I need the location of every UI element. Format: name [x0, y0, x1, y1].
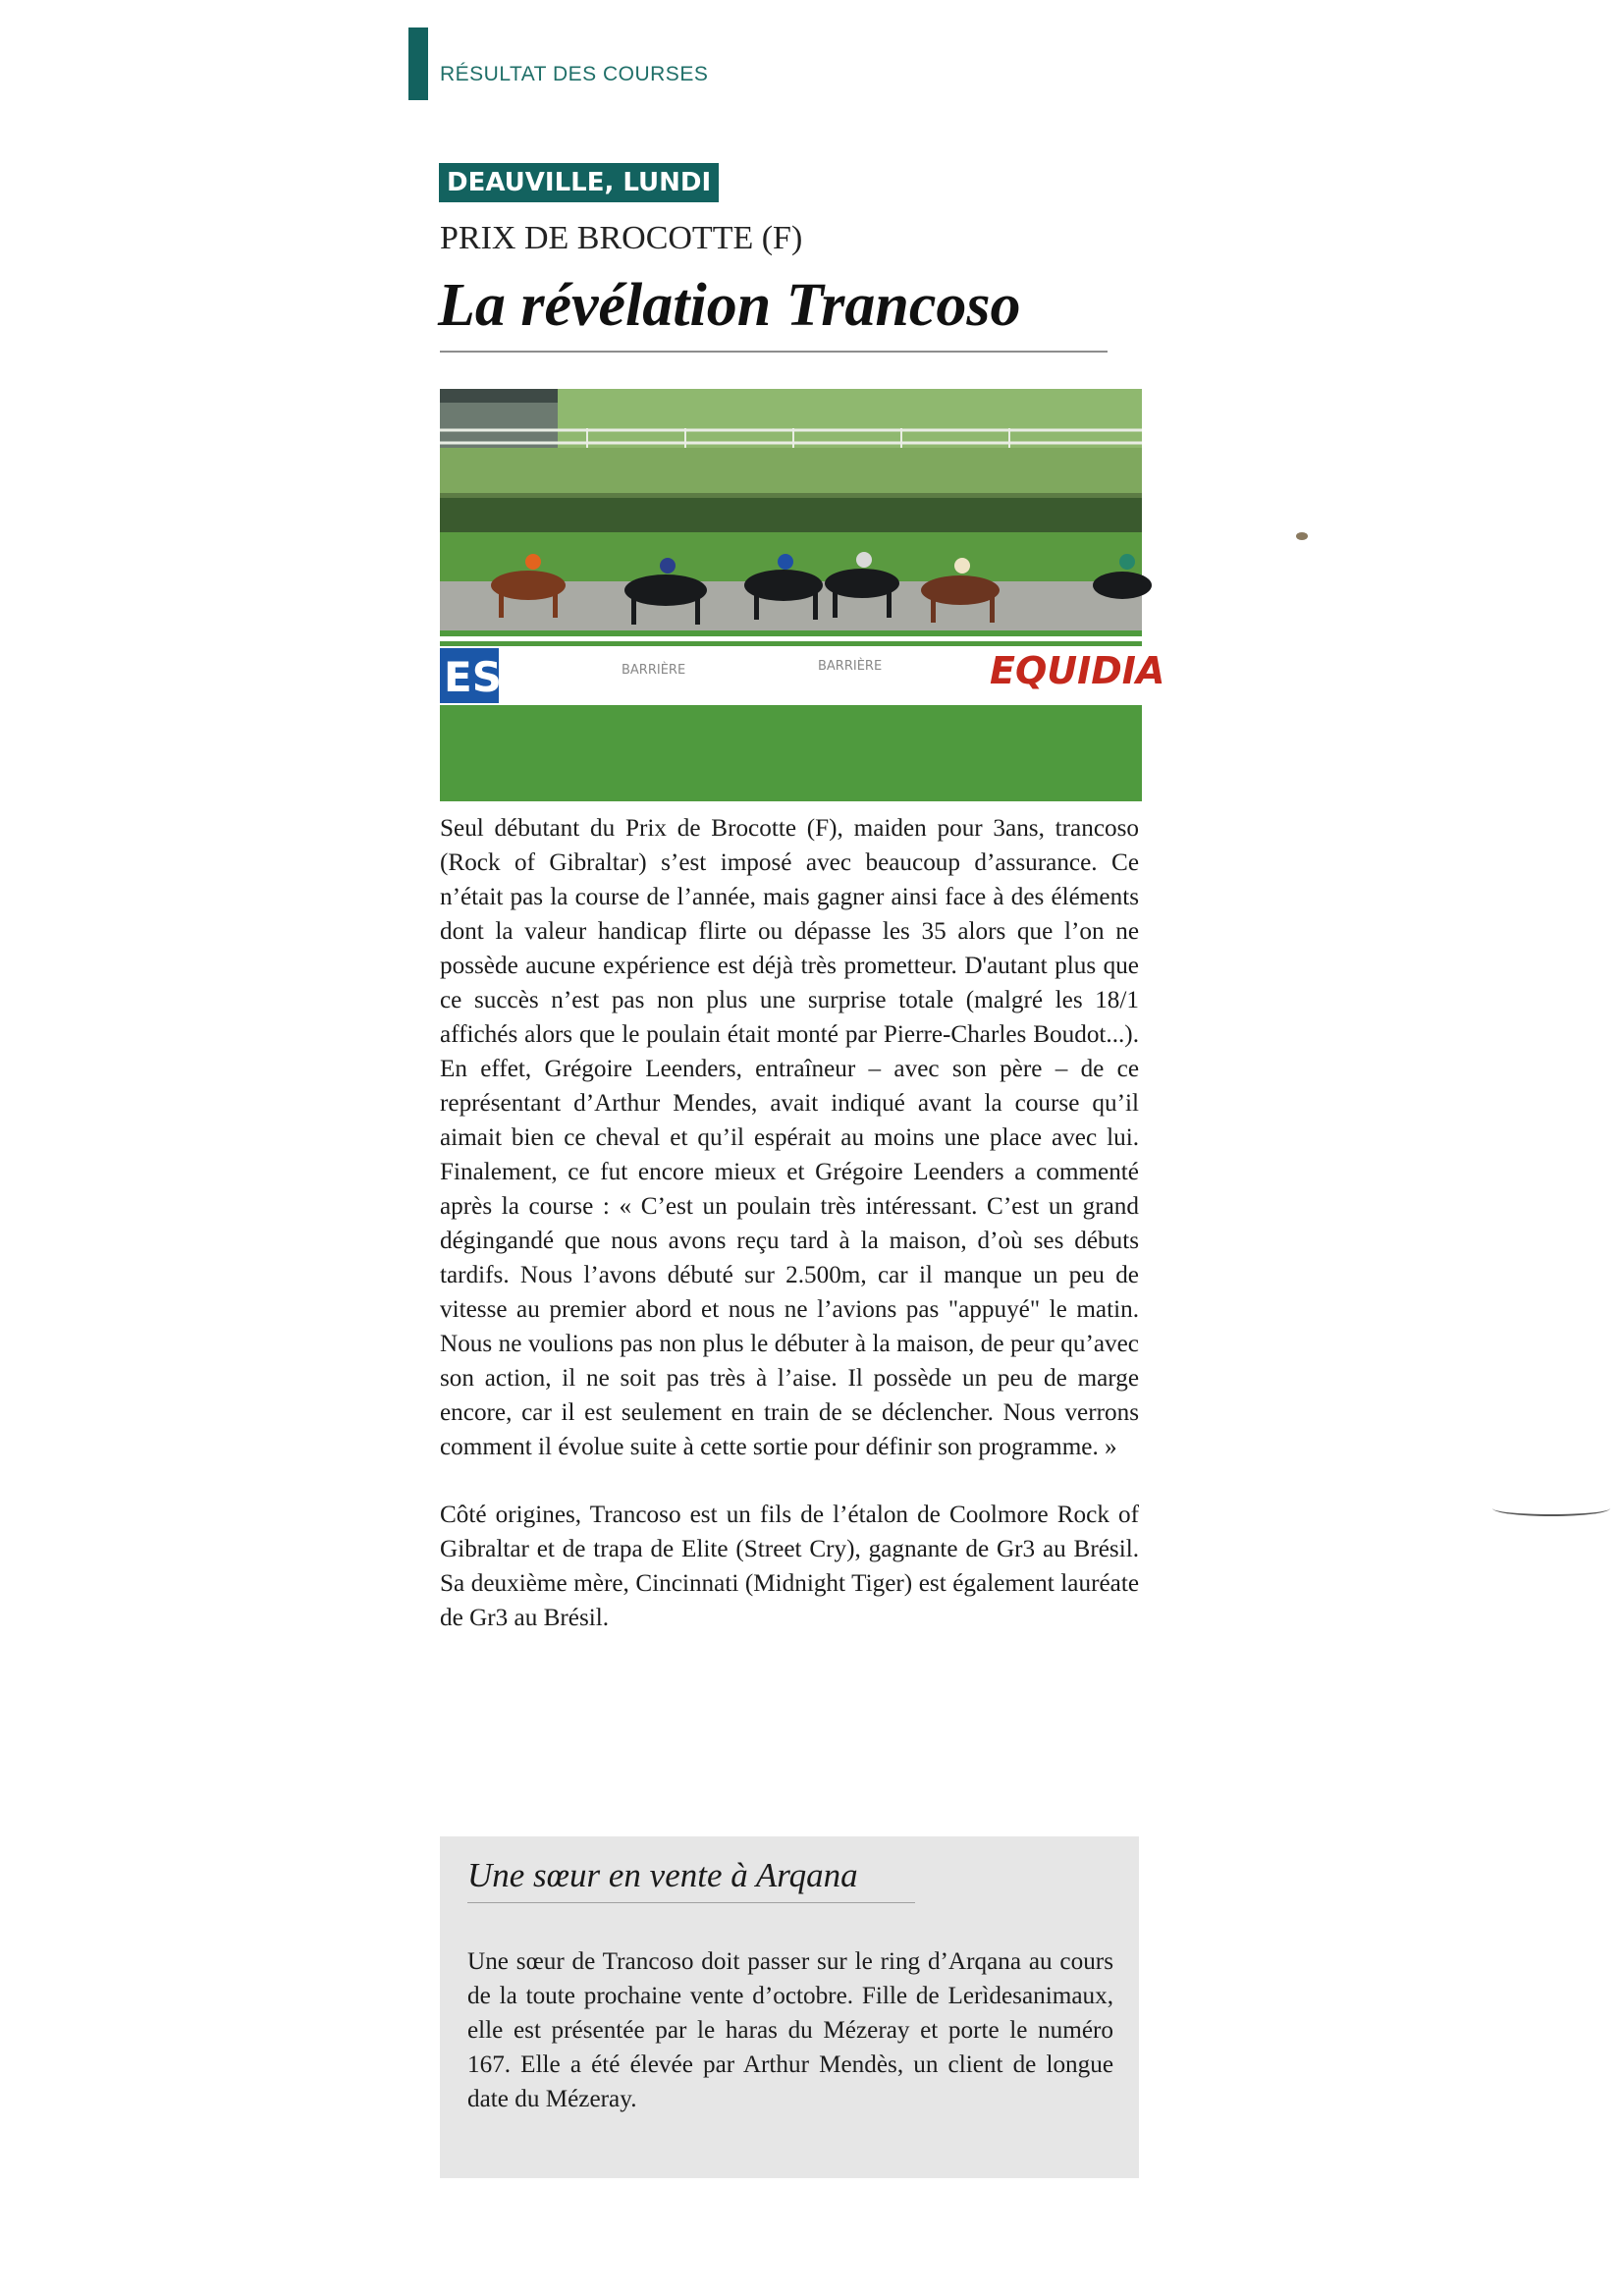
- sign-barriere-2: BARRIÈRE: [818, 659, 883, 674]
- sign-barriere-1: BARRIÈRE: [622, 663, 686, 678]
- sidebar-box: [440, 1836, 1139, 2178]
- section-marker: [408, 27, 428, 100]
- sign-equidia: EQUIDIA: [990, 649, 1165, 692]
- sidebar-title: Une sœur en vente à Arqana: [467, 1856, 858, 1894]
- race-photo: [440, 389, 1165, 801]
- scan-speck: [1296, 532, 1308, 540]
- location-tag: DEAUVILLE, LUNDI: [439, 163, 719, 202]
- sidebar-text: Une sœur de Trancoso doit passer sur le ring d’Arqana au cours de la toute prochaine vente d’octobre. Fille de Lerìdesanimaux, elle est présentée par le haras du Mézeray et porte le numéro 167. Elle a été élevée par Arthur Mendès, un client de longue date du Mézeray.: [467, 1948, 1113, 2112]
- article-paragraph-1: Seul débutant du Prix de Brocotte (F), maiden pour 3ans, trancoso (Rock of Gibraltar) s’est imposé avec beaucoup d’assurance. Ce n’était pas la course de l’année, mais gagner ainsi face à des éléments dont la valeur handicap flirte ou dépasse les 35 alors que l’on ne possède aucune expérience est déjà très prometteur. D'autant plus que ce succès n’est pas non plus une surprise totale (malgré les 18/1 affichés alors que le poulain était monté par Pierre-Charles Boudot...). En effet, Grégoire Leenders, entraîneur – avec son père – de ce représentant d’Arthur Mendes, avait indiqué avant la course qu’il aimait bien ce cheval et qu’il espérait au moins une place avec lui. Finalement, ce fut encore mieux et Grégoire Leenders a commenté après la course : « C’est un poulain très intéressant. C’est un grand dégingandé que nous avons reçu tard à la maison, d’où ses débuts tardifs. Nous l’avons débuté sur 2.500m, car il manque un peu de vitesse au premier abord et nous ne l’avions pas "appuyé" le matin. Nous ne voulions pas non plus le débuter à la maison, de peur qu’avec son action, il ne soit pas très à l’aise. Il possède un peu de marge encore, car il est seulement en train de se déclencher. Nous verrons comment il évolue suite à cette sortie pour définir son programme. »: [440, 815, 1139, 1460]
- section-label: RÉSULTAT DES COURSES: [440, 63, 709, 85]
- article-headline: La révélation Trancoso: [438, 272, 1021, 339]
- sign-es: ES: [444, 653, 502, 701]
- sidebar-divider: [467, 1902, 915, 1903]
- headline-divider: [440, 351, 1108, 353]
- scan-stroke: [1492, 1501, 1610, 1516]
- race-name: PRIX DE BROCOTTE (F): [440, 220, 803, 256]
- article-paragraph-2: Côté origines, Trancoso est un fils de l’étalon de Coolmore Rock of Gibraltar et de trapa de Elite (Street Cry), gagnante de Gr3 au Brésil. Sa deuxième mère, Cincinnati (Midnight Tiger) est également lauréate de Gr3 au Brésil.: [440, 1502, 1139, 1631]
- article-body: [440, 811, 1139, 1668]
